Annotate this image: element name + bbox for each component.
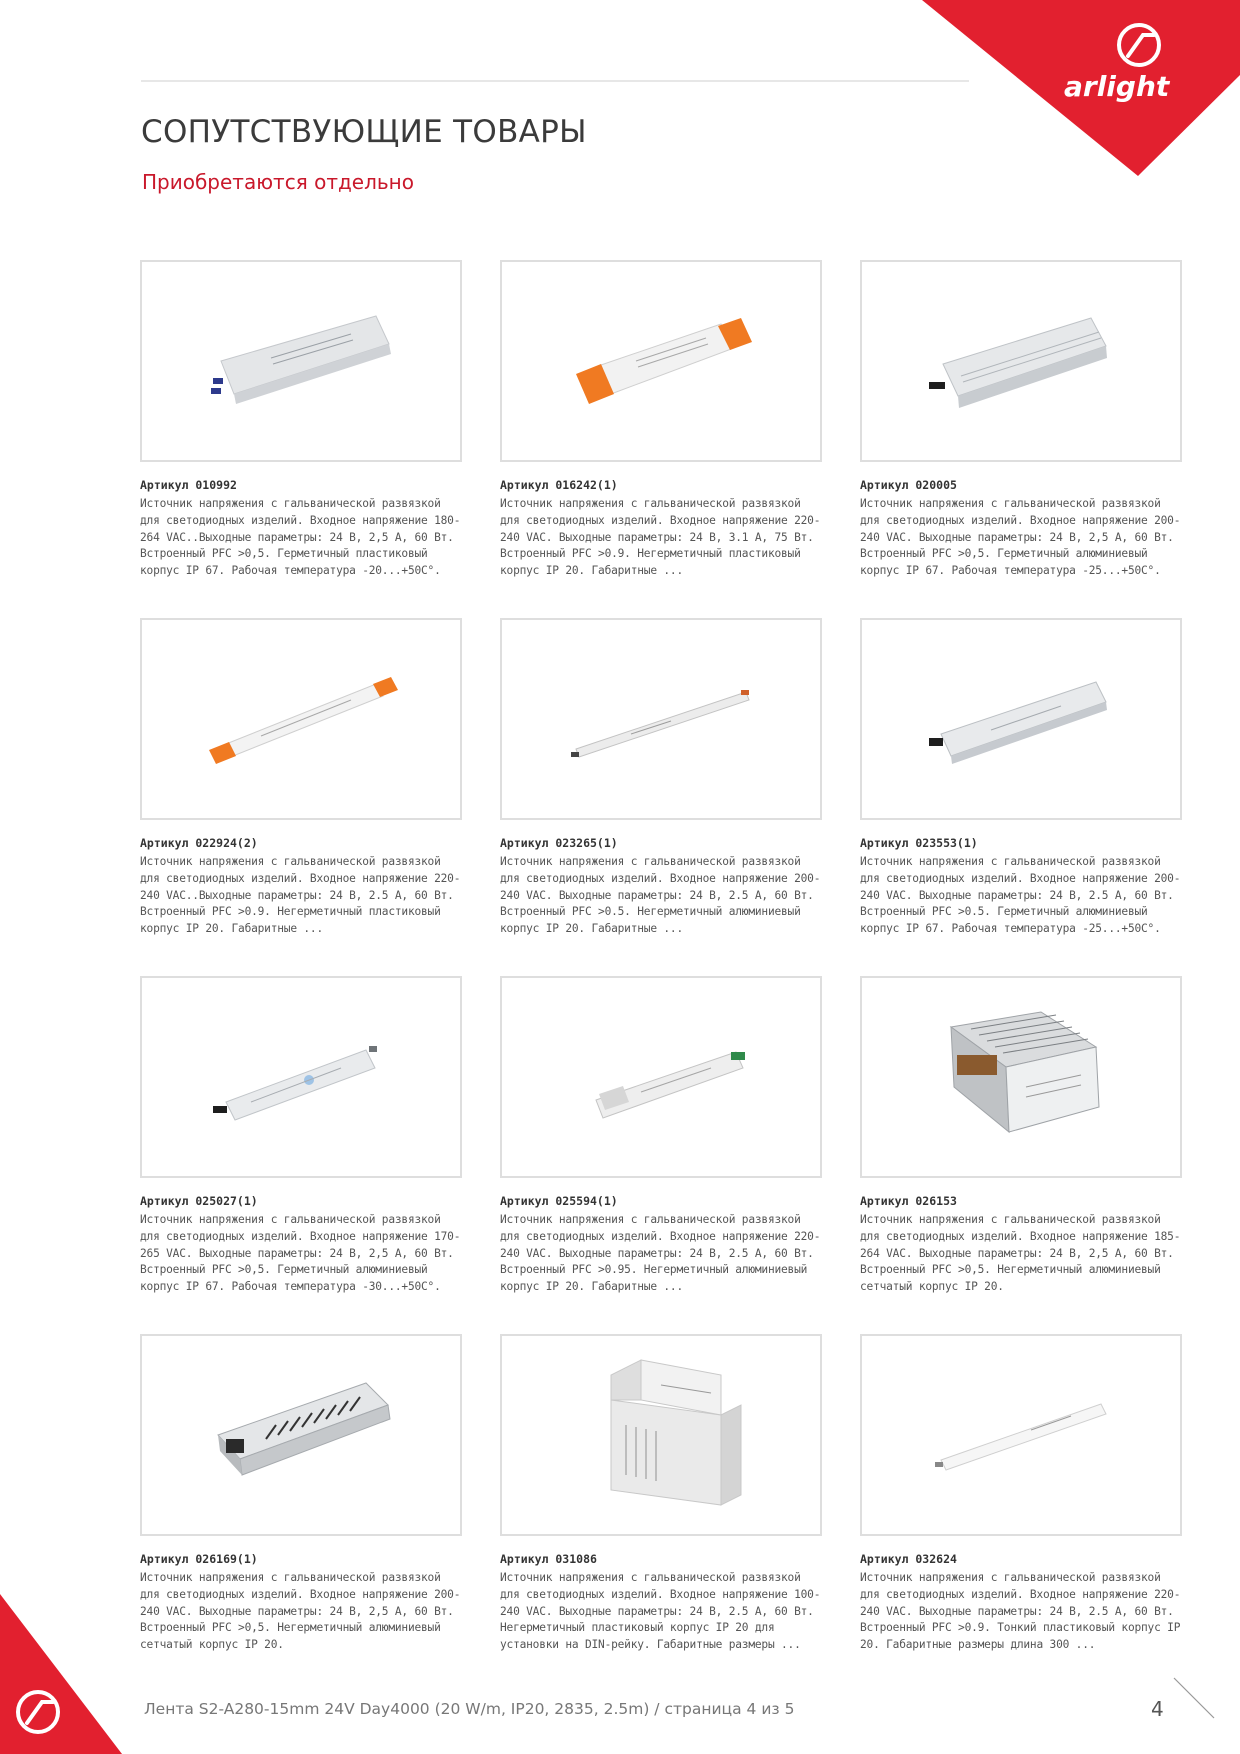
- page-number: 4: [1151, 1697, 1164, 1721]
- product-image: [500, 976, 822, 1178]
- product-sku: Артикул 025594(1): [500, 1194, 618, 1208]
- product-sku: Артикул 023265(1): [500, 836, 618, 850]
- product-sku: Артикул 032624: [860, 1552, 957, 1566]
- page-title: СОПУТСТВУЮЩИЕ ТОВАРЫ: [141, 114, 587, 150]
- product-card[interactable]: [860, 1334, 1182, 1692]
- product-image: [860, 260, 1182, 462]
- product-sku: Артикул 022924(2): [140, 836, 258, 850]
- product-image: [860, 618, 1182, 820]
- product-sku: Артикул 010992: [140, 478, 237, 492]
- product-card[interactable]: [500, 976, 822, 1334]
- product-description: Источник напряжения с гальванической развязкой для светодиодных изделий. Входное напряжение 200-240 VAC. Выходные параметры: 24 В, 2,5 А, 60 Вт. Встроенный PFC >0,5. Герметичный алюминиевый корпус IP 67. Рабочая температура -25...+50C°.: [860, 497, 1181, 578]
- product-sku: Артикул 026153: [860, 1194, 957, 1208]
- product-sku: Артикул 026169(1): [140, 1552, 258, 1566]
- product-image: [140, 1334, 462, 1536]
- product-description: Источник напряжения с гальванической развязкой для светодиодных изделий. Входное напряжение 185-264 VAC. Выходные параметры: 24 В, 2,5 А, 60 Вт. Встроенный PFC >0,5. Негерметичный алюминиевый сетчатый корпус IP 20.: [860, 1213, 1181, 1294]
- product-description: Источник напряжения с гальванической развязкой для светодиодных изделий. Входное напряжение 220-240 VAC. Выходные параметры: 24 В, 3.1 А, 75 Вт. Встроенный PFC >0.9. Негерметичный пластиковый корпус IP 20. Габаритные ...: [500, 497, 821, 578]
- product-description: Источник напряжения с гальванической развязкой для светодиодных изделий. Входное напряжение 200-240 VAC. Выходные параметры: 24 В, 2.5 А, 60 Вт. Встроенный PFC >0.5. Негерметичный алюминиевый корпус IP 20. Габаритные ...: [500, 855, 821, 936]
- page-subtitle: Приобретаются отдельно: [142, 170, 414, 194]
- product-card[interactable]: [860, 260, 1182, 618]
- product-image: [500, 1334, 822, 1536]
- product-grid: [140, 260, 1182, 1692]
- product-card[interactable]: [140, 260, 462, 618]
- product-card[interactable]: [500, 1334, 822, 1692]
- product-description: Источник напряжения с гальванической развязкой для светодиодных изделий. Входное напряжение 220-240 VAC. Выходные параметры: 24 В, 2.5 А, 60 Вт. Встроенный PFC >0.95. Негерметичный алюминиевый корпус IP 20. Габаритные ...: [500, 1213, 821, 1294]
- product-sku: Артикул 025027(1): [140, 1194, 258, 1208]
- product-description: Источник напряжения с гальванической развязкой для светодиодных изделий. Входное напряжение 100-240 VAC. Выходные параметры: 24 В, 2.5 А, 60 Вт. Негерметичный пластиковый корпус IP 20 для установки на DIN-рейку. Габаритные размеры ...: [500, 1571, 821, 1652]
- brand-logo-corner: [922, 0, 1240, 176]
- product-card[interactable]: [860, 618, 1182, 976]
- footer-text: Лента S2-A280-15mm 24V Day4000 (20 W/m, IP20, 2835, 2.5m) / страница 4 из 5: [144, 1700, 795, 1718]
- product-image: [140, 976, 462, 1178]
- product-card[interactable]: [860, 976, 1182, 1334]
- header-divider: [141, 80, 969, 82]
- product-image: [140, 260, 462, 462]
- product-sku: Артикул 031086: [500, 1552, 597, 1566]
- product-description: Источник напряжения с гальванической развязкой для светодиодных изделий. Входное напряжение 200-240 VAC. Выходные параметры: 24 В, 2.5 А, 60 Вт. Встроенный PFC >0.5. Герметичный алюминиевый корпус IP 67. Рабочая температура -25...+50C°.: [860, 855, 1181, 936]
- product-description: Источник напряжения с гальванической развязкой для светодиодных изделий. Входное напряжение 220-240 VAC. Выходные параметры: 24 В, 2.5 А, 60 Вт. Встроенный PFC >0.9. Тонкий пластиковый корпус IP 20. Габаритные размеры длина 300 ...: [860, 1571, 1181, 1652]
- product-card[interactable]: [140, 1334, 462, 1692]
- brand-logo-text: arlight: [1064, 70, 1170, 103]
- product-image: [500, 618, 822, 820]
- product-description: Источник напряжения с гальванической развязкой для светодиодных изделий. Входное напряжение 170-265 VAC. Выходные параметры: 24 В, 2,5 А, 60 Вт. Встроенный PFC >0,5. Герметичный алюминиевый корпус IP 67. Рабочая температура -30...+50C°.: [140, 1213, 461, 1294]
- product-description: Источник напряжения с гальванической развязкой для светодиодных изделий. Входное напряжение 180-264 VAC..Выходные параметры: 24 В, 2,5 А, 60 Вт. Встроенный PFC >0,5. Герметичный пластиковый корпус IP 67. Рабочая температура -20...+50C°.: [140, 497, 461, 578]
- product-image: [860, 976, 1182, 1178]
- product-card[interactable]: [140, 618, 462, 976]
- product-card[interactable]: [500, 260, 822, 618]
- product-image: [860, 1334, 1182, 1536]
- product-sku: Артикул 016242(1): [500, 478, 618, 492]
- product-image: [500, 260, 822, 462]
- brand-logo-mark: [0, 1594, 122, 1754]
- product-card[interactable]: [500, 618, 822, 976]
- product-description: Источник напряжения с гальванической развязкой для светодиодных изделий. Входное напряжение 200-240 VAC. Выходные параметры: 24 В, 2,5 А, 60 Вт. Встроенный PFC >0,5. Негерметичный алюминиевый сетчатый корпус IP 20.: [140, 1571, 461, 1652]
- product-card[interactable]: [140, 976, 462, 1334]
- product-sku: Артикул 023553(1): [860, 836, 978, 850]
- product-image: [140, 618, 462, 820]
- product-sku: Артикул 020005: [860, 478, 957, 492]
- page-corner-line: [1172, 1676, 1216, 1720]
- product-description: Источник напряжения с гальванической развязкой для светодиодных изделий. Входное напряжение 220-240 VAC..Выходные параметры: 24 В, 2.5 А, 60 Вт. Встроенный PFC >0.9. Негерметичный пластиковый корпус IP 20. Габаритные ...: [140, 855, 461, 936]
